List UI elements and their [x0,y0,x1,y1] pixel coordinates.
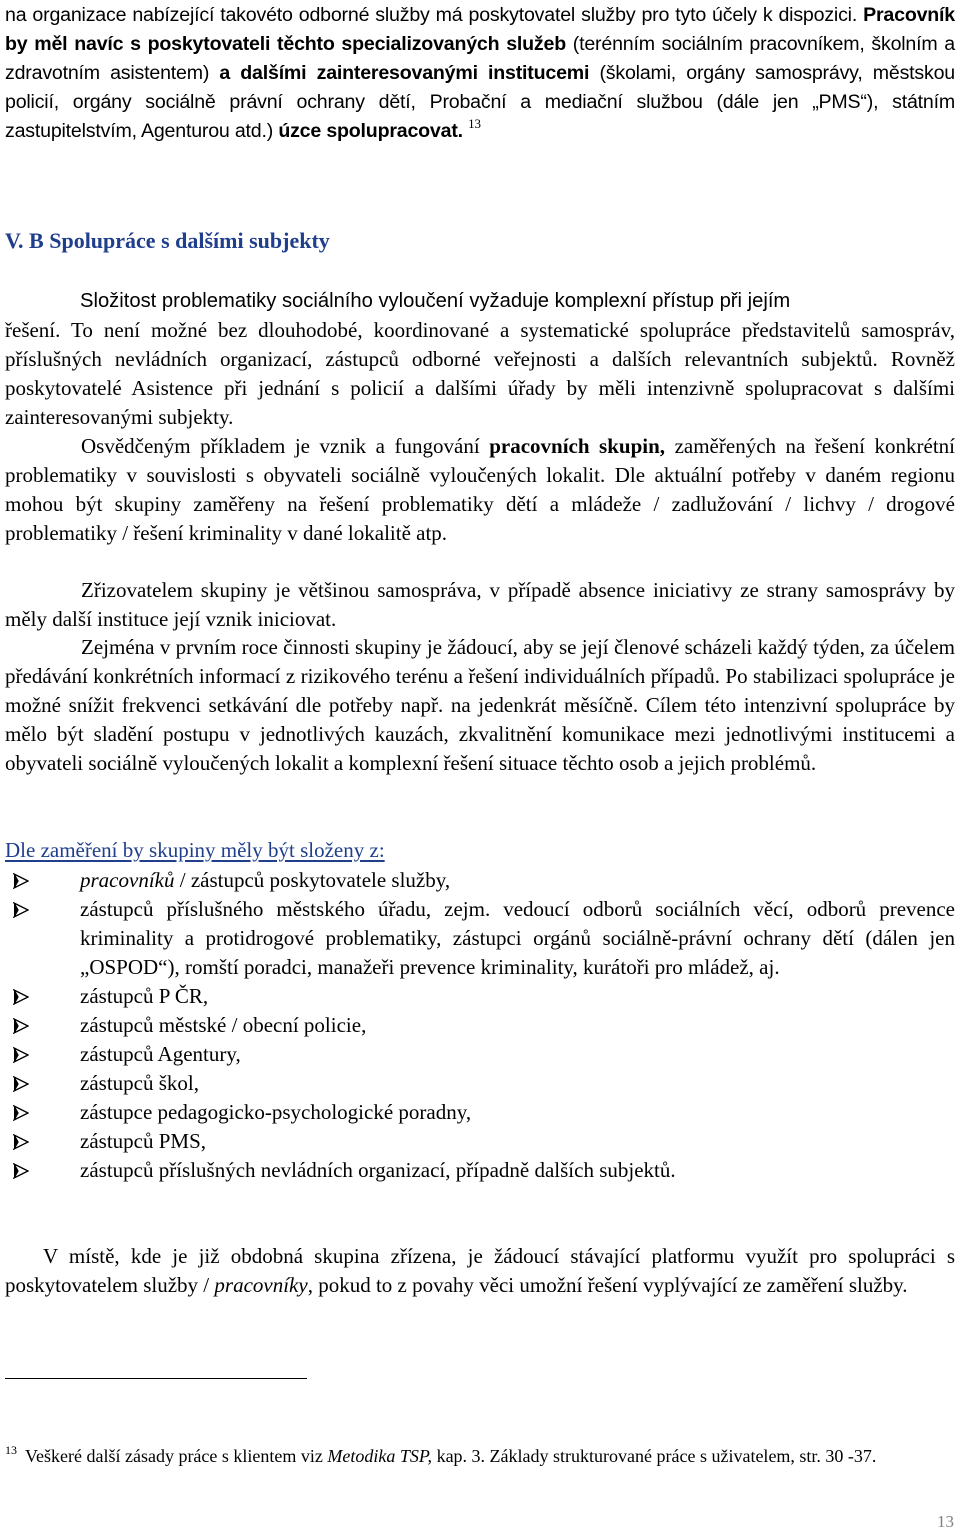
list-item [5,895,955,982]
intro-bold-text: úzce spolupracovat. [278,120,463,142]
arrowhead-bullet-icon [13,1134,29,1150]
list-item [5,1040,955,1069]
group-members-list [5,866,955,1185]
list-item-text: zástupců příslušných nevládních organizací, případně dalších subjektů. [80,1158,676,1182]
list-item [5,1156,955,1185]
list-item-text: zástupců příslušného městského úřadu, zejm. vedoucí odborů sociálních věcí, odborů prevence kriminality a protidrogové problematiky, zástupci orgánů sociálně-právní ochrany dětí (dálen jen „OSPOD“), romští poradci, manažeři prevence kriminality, kurátoři pro mládež, aj. [80,897,955,979]
intro-bold-text: a dalšími zainteresovanými institucemi [219,62,590,84]
footnote-text [5,1443,935,1470]
list-item-text: / zástupců poskytovatele služby, [174,868,451,892]
intro-text: (terénním sociálním pracovníkem, školním a zdravotním asistentem) [5,33,955,84]
paragraph-text-b: Rovněž poskytovatelé Asistence při jednání s policií a dalšími úřady by měli intenzivně spolupracovat s dalšími zainteresovanými subjekty. [5,347,955,429]
intro-text: (školami, orgány samosprávy, městskou policií, orgány sociálně právní ochrany dětí, Probační a mediační službou (dále jen „PMS“), státním zastupitelstvím, Agenturou atd.) [5,62,956,142]
paragraph-text: Osvědčeným příkladem je vznik a fungování [81,434,480,458]
footnote-text-b: kap. 3. Základy strukturované práce s uživatelem, str. 30 -37. [432,1446,877,1466]
arrowhead-bullet-icon [13,1018,29,1034]
arrowhead-bullet-icon [13,1105,29,1121]
footnote-italic: Metodika TSP, [327,1446,433,1466]
list-item [5,982,955,1011]
list-item-text: zástupců škol, [80,1071,199,1095]
list-item-text: zástupců městské / obecní policie, [80,1013,367,1037]
paragraph-text-a: řešení. To není možné bez dlouhodobé, koordinované a systematické spolupráce představitelů samospráv, příslušných nevládních organizací, zástupců odborné veřejnosti a dalších relevantních subjektů. [5,318,955,371]
footnote-separator [5,1378,307,1379]
section-heading: V. B Spolupráce s dalšími subjekty [5,228,330,253]
paragraph-complexity [5,287,955,432]
paragraph-first-year: Zejména v prvním roce činnosti skupiny je žádoucí, aby se její členové scházeli každý týden, za účelem předávání konkrétních informací z rizikového terénu a řešení individuálních případů. Po stabilizaci spolupráce je možné snížit frekvenci setkávání dle potřeby např. na jedenkrát měsíčně. Cílem této intenzivní spolupráce by mělo být sladění postupu v jednotlivých kauzách, zkvalitnění komunikace mezi jednotlivými institucemi a obyvateli sociálně vyloučených lokalit a komplexní řešení situace těchto osob a jejich problémů. [5,635,955,775]
footnote-text-a: Veškeré další zásady práce s klientem viz [25,1446,328,1466]
list-item-text: zástupce pedagogicko-psychologické poradny, [80,1100,472,1124]
paragraph-working-groups [5,432,955,548]
arrowhead-bullet-icon [13,1076,29,1092]
paragraph-text: V místě, kde je již obdobná skupina zřízena, je žádoucí stávající platformu využít pro spolupráci s poskytovatelem služby / [5,1244,955,1297]
arrowhead-bullet-icon [13,989,29,1005]
list-item-text: zástupců PMS, [80,1129,206,1153]
paragraph-first-line: Složitost problematiky sociálního vyloučení vyžaduje komplexní přístup při jejím [80,290,791,312]
page-number: 13 [937,1512,954,1531]
intro-line: na organizace nabízející takovéto odborné služby má poskytovatel služby pro tyto účely k dispozici. [5,4,858,26]
list-item [5,1127,955,1156]
intro-bold-text: Pracovník by měl navíc s poskytovateli těchto specializovaných služeb [5,4,955,55]
working-groups-term: pracovních skupin, [489,434,666,458]
paragraph-founder: Zřizovatelem skupiny je většinou samospráva, v případě absence iniciativy ze strany samosprávy by měly další instituce její vznik iniciovat. [5,578,955,631]
paragraph-text: zaměřených na řešení konkrétní problematiky v souvislosti s obyvateli sociálně vyloučených lokalit. Dle aktuální potřeby v daném regionu mohou být skupiny zaměřeny na řešení problematiky dětí a mládeže / zadlužování / lichvy / drogové problematiky / řešení kriminality v dané lokalitě atp. [5,434,956,545]
intro-paragraph [5,1,955,146]
paragraph-existing-platform [5,1242,955,1300]
list-item [5,1011,955,1040]
arrowhead-bullet-icon [13,1163,29,1179]
footnote-reference[interactable]: 13 [468,116,481,131]
list-item-text: zástupců Agentury, [80,1042,241,1066]
paragraph-italic: pracovníky [214,1273,308,1297]
arrowhead-bullet-icon [13,1047,29,1063]
arrowhead-bullet-icon [13,873,29,889]
list-item-italic: pracovníků [80,868,175,892]
footnote-number: 13 [5,1443,17,1457]
list-item [5,1069,955,1098]
paragraph-text [5,316,955,432]
arrowhead-bullet-icon [13,902,29,918]
list-item-text: zástupců P ČR, [80,984,209,1008]
list-title: Dle zaměření by skupiny měly být složeny z: [5,838,385,862]
list-item [5,1098,955,1127]
list-item [5,866,955,895]
paragraph-text: , pokud to z povahy věci umožní řešení vyplývající ze zaměření služby. [307,1273,908,1297]
footnote [5,1443,935,1470]
